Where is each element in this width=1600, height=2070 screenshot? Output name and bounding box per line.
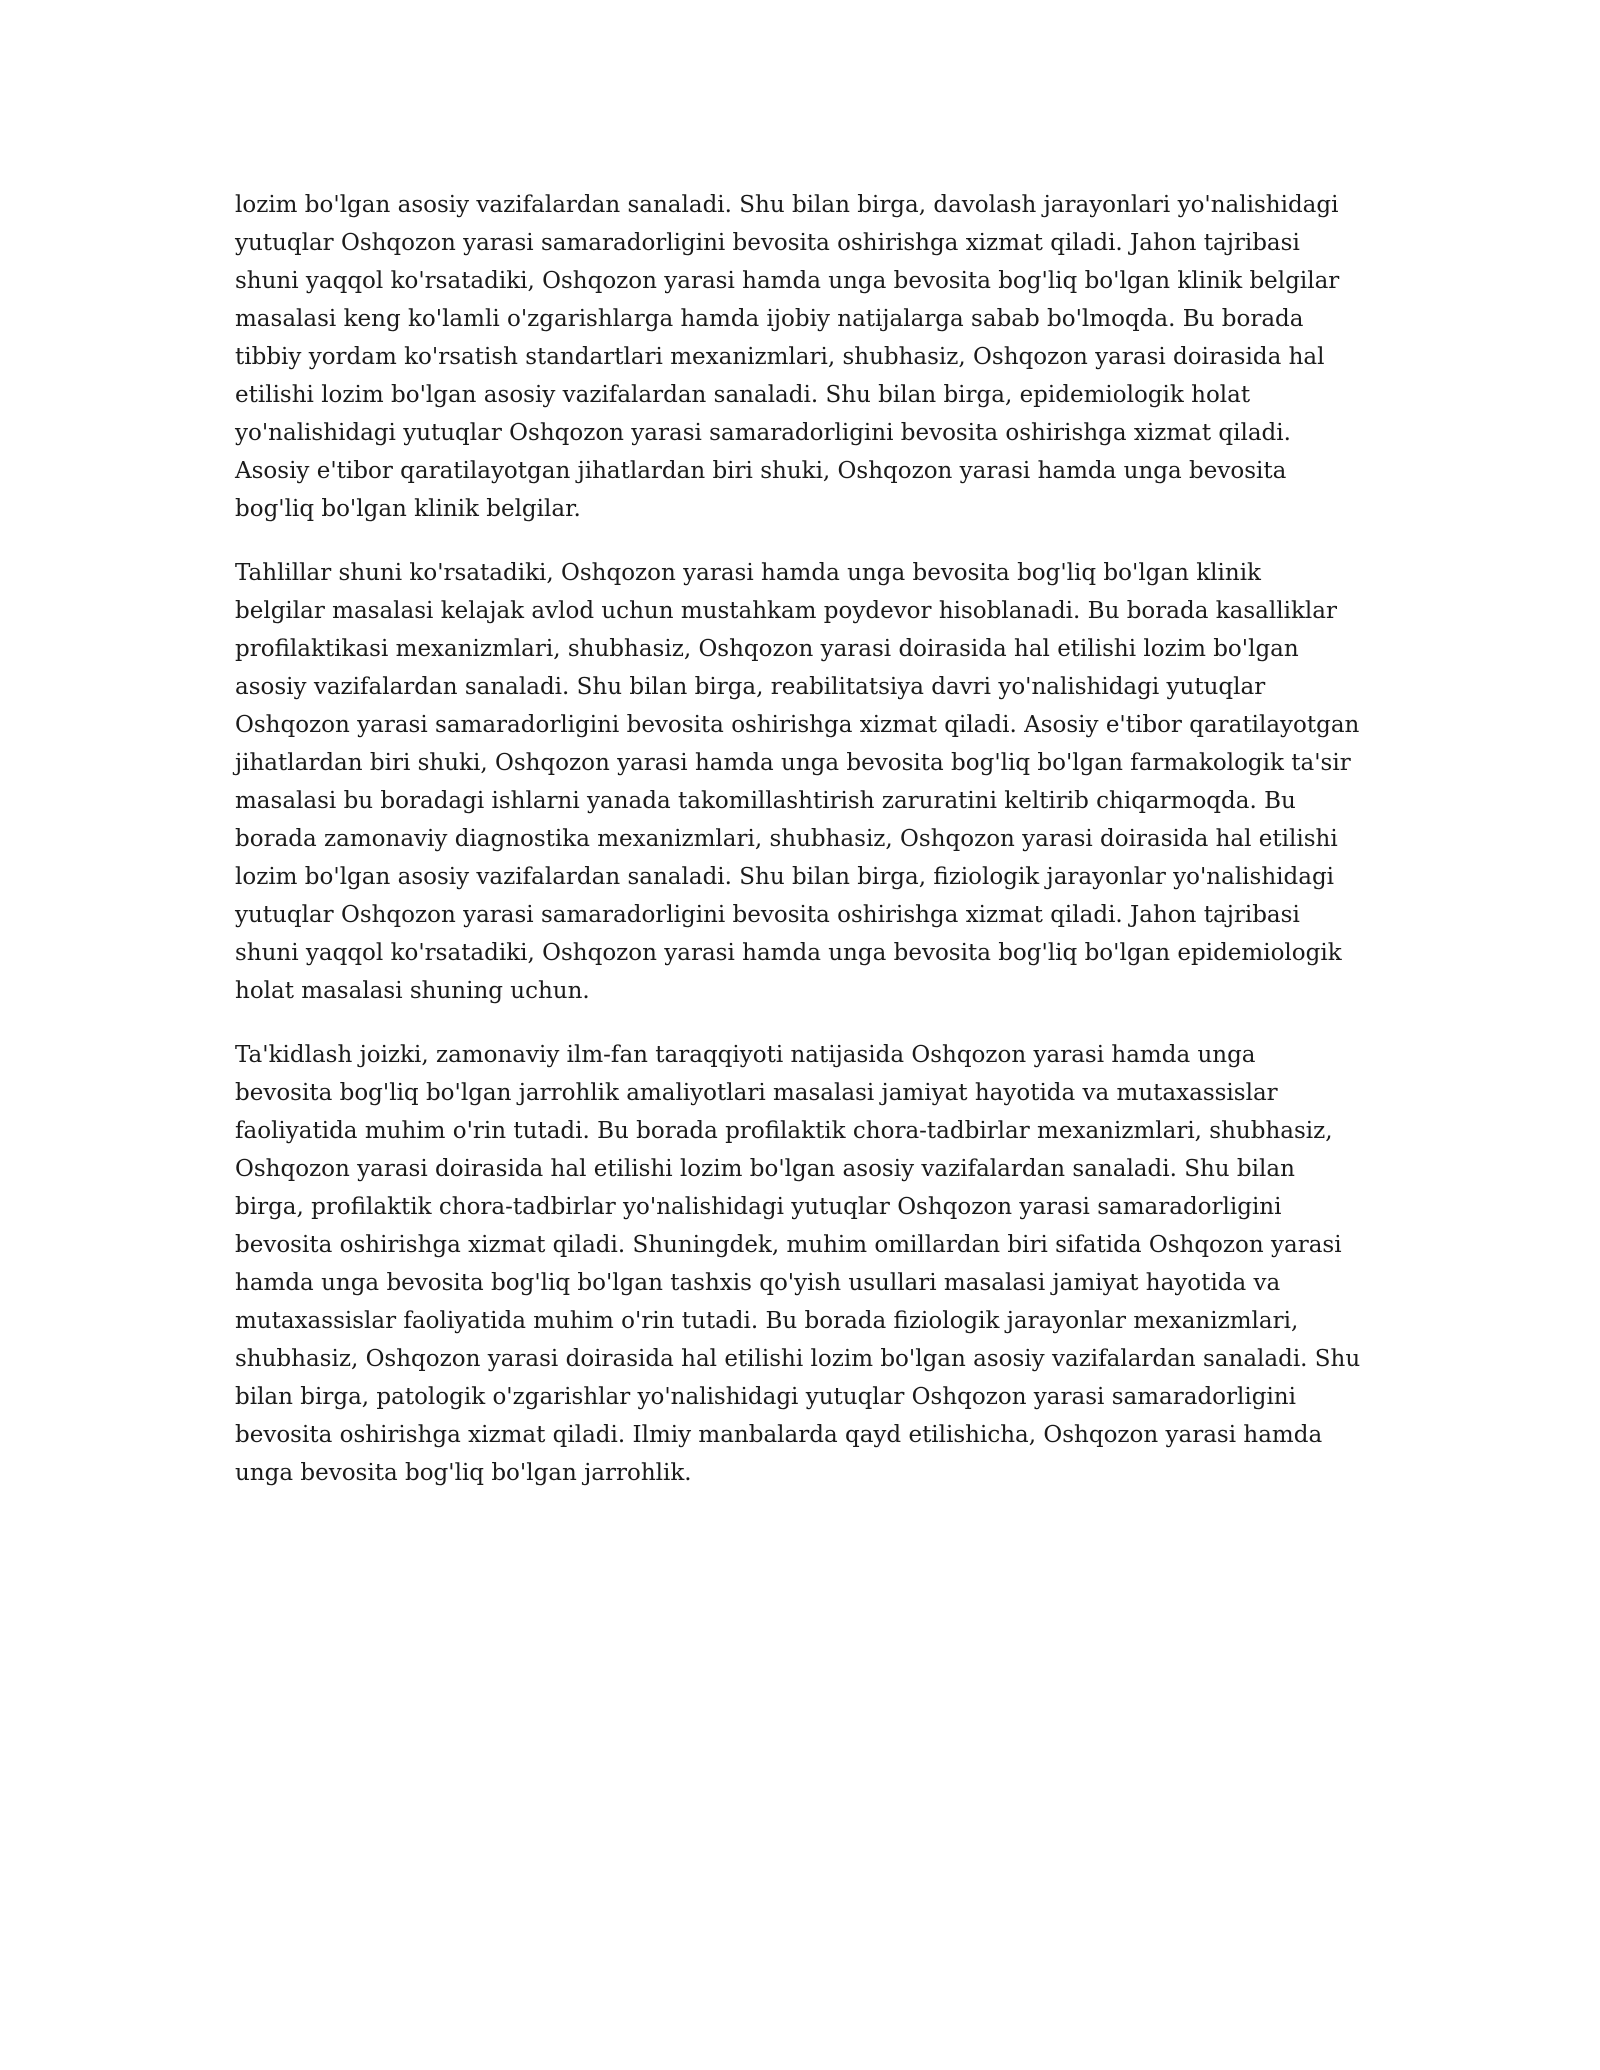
text-line: Asosiy e'tibor qaratilayotgan jihatlardan biri shuki, Oshqozon yarasi hamda unga bevosita <box>235 458 1287 484</box>
text-line: borada zamonaviy diagnostika mexanizmlari, shubhasiz, Oshqozon yarasi doirasida hal etilishi <box>235 826 1338 852</box>
paragraph-2 <box>235 554 1370 1010</box>
text-line: bevosita bog'liq bo'lgan jarrohlik amaliyotlari masalasi jamiyat hayotida va mutaxassislar <box>235 1080 1278 1106</box>
paragraph-3 <box>235 1036 1370 1492</box>
text-line: asosiy vazifalardan sanaladi. Shu bilan birga, reabilitatsiya davri yo'nalishidagi yutuqlar <box>235 674 1266 700</box>
text-line: unga bevosita bog'liq bo'lgan jarrohlik. <box>235 1460 692 1486</box>
text-line: shuni yaqqol ko'rsatadiki, Oshqozon yarasi hamda unga bevosita bog'liq bo'lgan epidemiologik <box>235 940 1342 966</box>
text-line: bilan birga, patologik o'zgarishlar yo'nalishidagi yutuqlar Oshqozon yarasi samaradorligini <box>235 1384 1296 1410</box>
document-body <box>235 186 1370 1518</box>
text-line: etilishi lozim bo'lgan asosiy vazifalardan sanaladi. Shu bilan birga, epidemiologik holat <box>235 382 1251 408</box>
text-line: yo'nalishidagi yutuqlar Oshqozon yarasi samaradorligini bevosita oshirishga xizmat qiladi. <box>235 420 1291 446</box>
text-line: yutuqlar Oshqozon yarasi samaradorligini bevosita oshirishga xizmat qiladi. Jahon tajribasi <box>235 902 1300 928</box>
text-line: shubhasiz, Oshqozon yarasi doirasida hal etilishi lozim bo'lgan asosiy vazifalardan sanaladi. Shu <box>235 1346 1361 1372</box>
text-line: holat masalasi shuning uchun. <box>235 978 590 1004</box>
text-line: Ta'kidlash joizki, zamonaviy ilm-fan taraqqiyoti natijasida Oshqozon yarasi hamda unga <box>235 1042 1256 1068</box>
text-line: Oshqozon yarasi samaradorligini bevosita oshirishga xizmat qiladi. Asosiy e'tibor qaratilayotgan <box>235 712 1360 738</box>
text-line: bevosita oshirishga xizmat qiladi. Shuningdek, muhim omillardan biri sifatida Oshqozon yarasi <box>235 1232 1342 1258</box>
text-line: belgilar masalasi kelajak avlod uchun mustahkam poydevor hisoblanadi. Bu borada kasalliklar <box>235 598 1337 624</box>
text-line: lozim bo'lgan asosiy vazifalardan sanaladi. Shu bilan birga, fiziologik jarayonlar yo'nalishidagi <box>235 864 1335 890</box>
text-line: lozim bo'lgan asosiy vazifalardan sanaladi. Shu bilan birga, davolash jarayonlari yo'nalishidagi <box>235 192 1339 218</box>
text-line: jihatlardan biri shuki, Oshqozon yarasi hamda unga bevosita bog'liq bo'lgan farmakologik ta'sir <box>235 750 1351 776</box>
text-line: mutaxassislar faoliyatida muhim o'rin tutadi. Bu borada fiziologik jarayonlar mexanizmlari, <box>235 1308 1299 1334</box>
text-line: tibbiy yordam ko'rsatish standartlari mexanizmlari, shubhasiz, Oshqozon yarasi doirasida hal <box>235 344 1325 370</box>
text-line: hamda unga bevosita bog'liq bo'lgan tashxis qo'yish usullari masalasi jamiyat hayotida va <box>235 1270 1281 1296</box>
text-line: masalasi bu boradagi ishlarni yanada takomillashtirish zaruratini keltirib chiqarmoqda. Bu <box>235 788 1296 814</box>
paragraph-1 <box>235 186 1370 528</box>
text-line: faoliyatida muhim o'rin tutadi. Bu borada profilaktik chora-tadbirlar mexanizmlari, shubhasiz, <box>235 1118 1333 1144</box>
text-line: yutuqlar Oshqozon yarasi samaradorligini bevosita oshirishga xizmat qiladi. Jahon tajribasi <box>235 230 1300 256</box>
text-line: bevosita oshirishga xizmat qiladi. Ilmiy manbalarda qayd etilishicha, Oshqozon yarasi hamda <box>235 1422 1323 1448</box>
text-line: masalasi keng ko'lamli o'zgarishlarga hamda ijobiy natijalarga sabab bo'lmoqda. Bu borada <box>235 306 1304 332</box>
text-line: profilaktikasi mexanizmlari, shubhasiz, Oshqozon yarasi doirasida hal etilishi lozim bo'lgan <box>235 636 1299 662</box>
text-line: Oshqozon yarasi doirasida hal etilishi lozim bo'lgan asosiy vazifalardan sanaladi. Shu bilan <box>235 1156 1295 1182</box>
text-line: bog'liq bo'lgan klinik belgilar. <box>235 496 581 522</box>
text-line: birga, profilaktik chora-tadbirlar yo'nalishidagi yutuqlar Oshqozon yarasi samaradorligini <box>235 1194 1282 1220</box>
text-line: shuni yaqqol ko'rsatadiki, Oshqozon yarasi hamda unga bevosita bog'liq bo'lgan klinik belgilar <box>235 268 1340 294</box>
text-line: Tahlillar shuni ko'rsatadiki, Oshqozon yarasi hamda unga bevosita bog'liq bo'lgan klinik <box>235 560 1261 586</box>
